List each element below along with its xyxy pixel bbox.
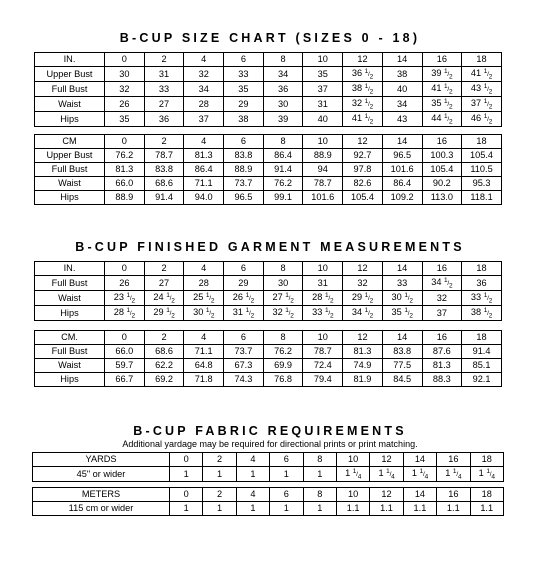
value-cell: 23 $^1/_2$: [105, 291, 145, 306]
size-header-cell: 4: [236, 453, 269, 467]
value-cell: 78.7: [303, 177, 343, 191]
value-cell: 1 $^1/_4$: [470, 467, 503, 482]
table-row: [35, 67, 502, 82]
value-cell: 83.8: [144, 163, 184, 177]
value-cell: 35 $^1/_2$: [382, 306, 422, 321]
value-cell: 30 $^1/_2$: [184, 306, 224, 321]
size-header-cell: 10: [336, 453, 369, 467]
value-cell: 41 $^1/_2$: [343, 112, 383, 127]
value-cell: 44 $^1/_2$: [422, 112, 462, 127]
size-chart-title: B-CUP SIZE CHART (SIZES 0 - 18): [119, 31, 421, 45]
value-cell: 91.4: [263, 163, 303, 177]
measurement-label-cell: Waist: [35, 291, 105, 306]
table-row: [35, 163, 502, 177]
value-cell: 109.2: [382, 191, 422, 205]
unit-header-cell: METERS: [33, 488, 170, 502]
value-cell: 71.1: [184, 177, 224, 191]
value-cell: 29: [224, 276, 264, 291]
value-cell: 96.5: [224, 191, 264, 205]
value-cell: 27: [144, 97, 184, 112]
value-cell: 73.7: [224, 177, 264, 191]
value-cell: 81.3: [343, 345, 383, 359]
size-header-cell: 18: [462, 53, 502, 67]
size-header-cell: 14: [382, 135, 422, 149]
value-cell: 78.7: [303, 345, 343, 359]
value-cell: 76.8: [263, 373, 303, 387]
value-cell: 35 $^1/_2$: [422, 97, 462, 112]
value-cell: 101.6: [303, 191, 343, 205]
value-cell: 64.8: [184, 359, 224, 373]
size-header-cell: 8: [263, 331, 303, 345]
unit-header-cell: CM: [35, 135, 105, 149]
size-header-cell: 6: [270, 488, 303, 502]
size-header-cell: 10: [303, 135, 343, 149]
value-cell: 66.7: [105, 373, 145, 387]
finished-garment-cm-table: [34, 330, 502, 387]
value-cell: 1.1: [370, 502, 403, 516]
value-cell: 30: [263, 97, 303, 112]
measurement-label-cell: Waist: [35, 177, 105, 191]
value-cell: 36: [144, 112, 184, 127]
value-cell: 82.6: [343, 177, 383, 191]
value-cell: 1.1: [336, 502, 369, 516]
value-cell: 76.2: [263, 345, 303, 359]
table-row: [33, 502, 504, 516]
table-row: [35, 191, 502, 205]
size-header-cell: 12: [370, 488, 403, 502]
value-cell: 39: [263, 112, 303, 127]
value-cell: 105.4: [422, 163, 462, 177]
value-cell: 30: [263, 276, 303, 291]
value-cell: 100.3: [422, 149, 462, 163]
value-cell: 113.0: [422, 191, 462, 205]
value-cell: 94.0: [184, 191, 224, 205]
value-cell: 73.7: [224, 345, 264, 359]
value-cell: 37 $^1/_2$: [462, 97, 502, 112]
value-cell: 26 $^1/_2$: [224, 291, 264, 306]
value-cell: 1: [203, 502, 236, 516]
value-cell: 28 $^1/_2$: [303, 291, 343, 306]
measurement-label-cell: Upper Bust: [35, 149, 105, 163]
value-cell: 30: [105, 67, 145, 82]
fabric-requirements-title: B-CUP FABRIC REQUIREMENTS: [133, 424, 407, 438]
value-cell: 76.2: [105, 149, 145, 163]
value-cell: 1: [170, 467, 203, 482]
value-cell: 81.3: [105, 163, 145, 177]
value-cell: 36 $^1/_2$: [343, 67, 383, 82]
size-header-cell: 10: [336, 488, 369, 502]
value-cell: 29 $^1/_2$: [343, 291, 383, 306]
size-header-cell: 2: [203, 453, 236, 467]
table-header-row: [35, 331, 502, 345]
table-row: [35, 291, 502, 306]
value-cell: 1: [303, 467, 336, 482]
size-header-cell: 4: [184, 262, 224, 276]
table-row: [35, 276, 502, 291]
measurement-label-cell: Hips: [35, 191, 105, 205]
value-cell: 32 $^1/_2$: [343, 97, 383, 112]
unit-header-cell: CM.: [35, 331, 105, 345]
value-cell: 41 $^1/_2$: [462, 67, 502, 82]
measurement-label-cell: 45" or wider: [33, 467, 170, 482]
value-cell: 71.1: [184, 345, 224, 359]
size-header-cell: 12: [343, 331, 383, 345]
body-measurements-cm-table: [34, 134, 502, 205]
unit-header-cell: IN.: [35, 262, 105, 276]
fabric-requirements-note: Additional yardage may be required for directional prints or print matching.: [122, 439, 418, 449]
size-header-cell: 0: [170, 453, 203, 467]
value-cell: 66.0: [105, 177, 145, 191]
measurement-label-cell: Full Bust: [35, 276, 105, 291]
value-cell: 91.4: [462, 345, 502, 359]
value-cell: 34 $^1/_2$: [343, 306, 383, 321]
table-header-row: [33, 488, 504, 502]
value-cell: 97.8: [343, 163, 383, 177]
value-cell: 32: [105, 82, 145, 97]
measurement-label-cell: Waist: [35, 359, 105, 373]
value-cell: 34: [184, 82, 224, 97]
size-header-cell: 8: [263, 262, 303, 276]
value-cell: 118.1: [462, 191, 502, 205]
size-header-cell: 18: [462, 331, 502, 345]
measurement-label-cell: Full Bust: [35, 345, 105, 359]
value-cell: 90.2: [422, 177, 462, 191]
value-cell: 46 $^1/_2$: [462, 112, 502, 127]
measurement-label-cell: Waist: [35, 97, 105, 112]
table-header-row: [35, 135, 502, 149]
value-cell: 87.6: [422, 345, 462, 359]
value-cell: 28: [184, 97, 224, 112]
value-cell: 1: [236, 502, 269, 516]
value-cell: 96.5: [382, 149, 422, 163]
size-header-cell: 2: [203, 488, 236, 502]
value-cell: 1: [203, 467, 236, 482]
value-cell: 105.4: [462, 149, 502, 163]
size-header-cell: 16: [437, 488, 470, 502]
value-cell: 33: [224, 67, 264, 82]
value-cell: 86.4: [184, 163, 224, 177]
value-cell: 1: [236, 467, 269, 482]
value-cell: 27 $^1/_2$: [263, 291, 303, 306]
value-cell: 72.4: [303, 359, 343, 373]
value-cell: 32: [422, 291, 462, 306]
value-cell: 35: [224, 82, 264, 97]
value-cell: 71.8: [184, 373, 224, 387]
value-cell: 31 $^1/_2$: [224, 306, 264, 321]
size-header-cell: 16: [422, 331, 462, 345]
unit-header-cell: YARDS: [33, 453, 170, 467]
value-cell: 79.4: [303, 373, 343, 387]
value-cell: 69.2: [144, 373, 184, 387]
value-cell: 86.4: [382, 177, 422, 191]
value-cell: 25 $^1/_2$: [184, 291, 224, 306]
size-header-cell: 0: [170, 488, 203, 502]
value-cell: 1.1: [403, 502, 436, 516]
value-cell: 31: [144, 67, 184, 82]
value-cell: 36: [263, 82, 303, 97]
size-header-cell: 6: [224, 135, 264, 149]
value-cell: 74.9: [343, 359, 383, 373]
value-cell: 84.5: [382, 373, 422, 387]
size-header-cell: 12: [370, 453, 403, 467]
size-header-cell: 16: [422, 53, 462, 67]
value-cell: 99.1: [263, 191, 303, 205]
value-cell: 39 $^1/_2$: [422, 67, 462, 82]
size-header-cell: 6: [224, 262, 264, 276]
fabric-yards-table: [32, 452, 504, 482]
unit-header-cell: IN.: [35, 53, 105, 67]
value-cell: 81.3: [422, 359, 462, 373]
value-cell: 59.7: [105, 359, 145, 373]
value-cell: 37: [303, 82, 343, 97]
size-header-cell: 18: [462, 262, 502, 276]
table-row: [35, 359, 502, 373]
value-cell: 77.5: [382, 359, 422, 373]
value-cell: 33 $^1/_2$: [462, 291, 502, 306]
value-cell: 1: [270, 467, 303, 482]
value-cell: 43 $^1/_2$: [462, 82, 502, 97]
size-header-cell: 0: [105, 331, 145, 345]
value-cell: 88.9: [105, 191, 145, 205]
value-cell: 67.3: [224, 359, 264, 373]
value-cell: 31: [303, 97, 343, 112]
value-cell: 1.1: [470, 502, 503, 516]
value-cell: 78.7: [144, 149, 184, 163]
value-cell: 32: [184, 67, 224, 82]
value-cell: 36: [462, 276, 502, 291]
value-cell: 38 $^1/_2$: [343, 82, 383, 97]
table-row: [35, 177, 502, 191]
size-header-cell: 0: [105, 135, 145, 149]
value-cell: 88.9: [303, 149, 343, 163]
size-header-cell: 4: [184, 135, 224, 149]
size-header-cell: 4: [184, 331, 224, 345]
size-header-cell: 14: [403, 488, 436, 502]
size-header-cell: 0: [105, 53, 145, 67]
value-cell: 33: [382, 276, 422, 291]
value-cell: 41 $^1/_2$: [422, 82, 462, 97]
size-header-cell: 12: [343, 53, 383, 67]
value-cell: 29 $^1/_2$: [144, 306, 184, 321]
size-header-cell: 4: [184, 53, 224, 67]
value-cell: 1 $^1/_4$: [370, 467, 403, 482]
table-row: [35, 82, 502, 97]
value-cell: 32 $^1/_2$: [263, 306, 303, 321]
value-cell: 105.4: [343, 191, 383, 205]
size-header-cell: 2: [144, 53, 184, 67]
value-cell: 76.2: [263, 177, 303, 191]
size-header-cell: 10: [303, 262, 343, 276]
size-header-cell: 16: [422, 135, 462, 149]
size-header-cell: 18: [470, 453, 503, 467]
value-cell: 26: [105, 276, 145, 291]
value-cell: 86.4: [263, 149, 303, 163]
table-row: [35, 97, 502, 112]
value-cell: 24 $^1/_2$: [144, 291, 184, 306]
value-cell: 88.3: [422, 373, 462, 387]
size-header-cell: 8: [263, 53, 303, 67]
finished-garment-inches-table: [34, 261, 502, 321]
value-cell: 27: [144, 276, 184, 291]
value-cell: 95.3: [462, 177, 502, 191]
value-cell: 85.1: [462, 359, 502, 373]
table-header-row: [33, 453, 504, 467]
size-header-cell: 2: [144, 135, 184, 149]
table-row: [35, 306, 502, 321]
measurement-label-cell: Hips: [35, 112, 105, 127]
table-row: [35, 112, 502, 127]
size-header-cell: 12: [343, 135, 383, 149]
value-cell: 33: [144, 82, 184, 97]
table-row: [33, 467, 504, 482]
measurement-label-cell: 115 cm or wider: [33, 502, 170, 516]
value-cell: 83.8: [224, 149, 264, 163]
value-cell: 28: [184, 276, 224, 291]
size-header-cell: 10: [303, 53, 343, 67]
size-header-cell: 6: [224, 53, 264, 67]
value-cell: 1.1: [437, 502, 470, 516]
value-cell: 91.4: [144, 191, 184, 205]
table-row: [35, 345, 502, 359]
value-cell: 1: [303, 502, 336, 516]
size-header-cell: 10: [303, 331, 343, 345]
value-cell: 37: [184, 112, 224, 127]
value-cell: 1 $^1/_4$: [437, 467, 470, 482]
measurement-label-cell: Upper Bust: [35, 67, 105, 82]
size-header-cell: 14: [382, 53, 422, 67]
value-cell: 32: [343, 276, 383, 291]
size-header-cell: 14: [403, 453, 436, 467]
value-cell: 74.3: [224, 373, 264, 387]
table-header-row: [35, 53, 502, 67]
value-cell: 81.3: [184, 149, 224, 163]
value-cell: 29: [224, 97, 264, 112]
value-cell: 69.9: [263, 359, 303, 373]
size-header-cell: 4: [236, 488, 269, 502]
size-header-cell: 2: [144, 331, 184, 345]
value-cell: 30 $^1/_2$: [382, 291, 422, 306]
size-header-cell: 14: [382, 262, 422, 276]
fabric-meters-table: [32, 487, 504, 516]
value-cell: 38 $^1/_2$: [462, 306, 502, 321]
value-cell: 66.0: [105, 345, 145, 359]
size-header-cell: 14: [382, 331, 422, 345]
value-cell: 31: [303, 276, 343, 291]
value-cell: 38: [382, 67, 422, 82]
value-cell: 33 $^1/_2$: [303, 306, 343, 321]
body-measurements-inches-table: [34, 52, 502, 127]
value-cell: 1: [170, 502, 203, 516]
value-cell: 101.6: [382, 163, 422, 177]
value-cell: 40: [382, 82, 422, 97]
table-header-row: [35, 262, 502, 276]
value-cell: 1: [270, 502, 303, 516]
value-cell: 92.1: [462, 373, 502, 387]
table-row: [35, 149, 502, 163]
value-cell: 83.8: [382, 345, 422, 359]
size-header-cell: 6: [224, 331, 264, 345]
value-cell: 110.5: [462, 163, 502, 177]
value-cell: 68.6: [144, 177, 184, 191]
value-cell: 37: [422, 306, 462, 321]
value-cell: 38: [224, 112, 264, 127]
size-header-cell: 8: [303, 453, 336, 467]
measurement-label-cell: Full Bust: [35, 82, 105, 97]
size-header-cell: 16: [422, 262, 462, 276]
size-header-cell: 18: [462, 135, 502, 149]
value-cell: 34 $^1/_2$: [422, 276, 462, 291]
measurement-label-cell: Hips: [35, 306, 105, 321]
value-cell: 35: [303, 67, 343, 82]
value-cell: 40: [303, 112, 343, 127]
value-cell: 28 $^1/_2$: [105, 306, 145, 321]
value-cell: 43: [382, 112, 422, 127]
value-cell: 88.9: [224, 163, 264, 177]
value-cell: 1 $^1/_4$: [403, 467, 436, 482]
value-cell: 26: [105, 97, 145, 112]
size-header-cell: 12: [343, 262, 383, 276]
size-header-cell: 8: [303, 488, 336, 502]
value-cell: 34: [263, 67, 303, 82]
value-cell: 34: [382, 97, 422, 112]
table-row: [35, 373, 502, 387]
size-header-cell: 16: [437, 453, 470, 467]
size-header-cell: 18: [470, 488, 503, 502]
value-cell: 92.7: [343, 149, 383, 163]
finished-garment-title: B-CUP FINISHED GARMENT MEASUREMENTS: [75, 240, 465, 254]
size-header-cell: 2: [144, 262, 184, 276]
value-cell: 81.9: [343, 373, 383, 387]
size-header-cell: 8: [263, 135, 303, 149]
value-cell: 1 $^1/_4$: [336, 467, 369, 482]
size-header-cell: 6: [270, 453, 303, 467]
value-cell: 94: [303, 163, 343, 177]
value-cell: 68.6: [144, 345, 184, 359]
measurement-label-cell: Full Bust: [35, 163, 105, 177]
measurement-label-cell: Hips: [35, 373, 105, 387]
value-cell: 62.2: [144, 359, 184, 373]
value-cell: 35: [105, 112, 145, 127]
size-header-cell: 0: [105, 262, 145, 276]
